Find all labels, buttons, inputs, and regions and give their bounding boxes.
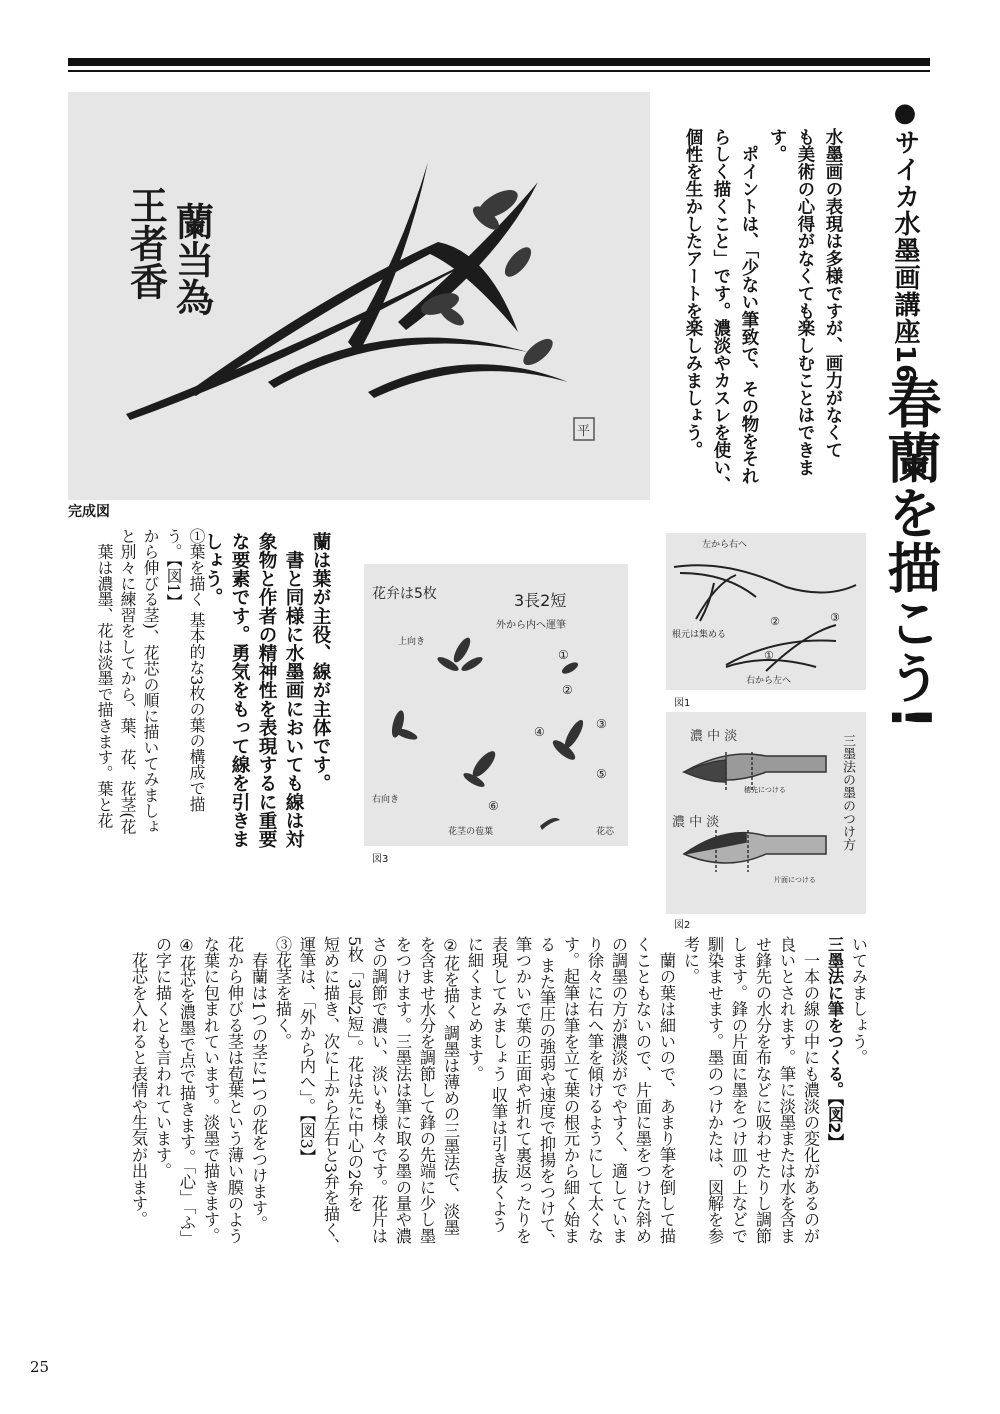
fig2-side-title: 三墨法の墨のつけ方 <box>840 734 855 851</box>
fig2-brush-bottom <box>684 830 826 872</box>
intro-text: 水墨画の表現は多様ですが、画力がなくて も美術の心得がなくても楽しむことはできま す。 ポイントは、「少ない筆致で、その物をそれ らしく描くこと」です。濃淡やカスレを使い、 個性を生かしたアートを楽しみましょう。 <box>682 128 842 494</box>
fig1-label-rl: 右から左へ <box>746 676 792 686</box>
figure-3 <box>364 564 628 846</box>
header-rule-thin <box>68 70 930 72</box>
fig3-n6: ⑥ <box>488 799 499 813</box>
calligraphy-left: 王者香 <box>123 186 169 300</box>
body-b-main: 一本の線の中にも濃淡の変化があるのが 良いとされます。筆に淡墨または水を含ま せ鋒先の水分を布などに吸わせたりし調節 します。鋒の片面に墨をつけ皿の上などで 馴染ませます。墨のつけかたは、図解を参 考に。 蘭の葉は細いので、あまり筆を倒して描 くこともないので、片面に墨をつけた斜め の調墨の方が濃淡がでやすく、適していま り徐々に右へ筆を傾けるようにして太くな す。起筆は筆を立て葉の根元から細く始ま る また筆圧の強弱や速度で抑揚をつけて、 筆つかいで葉の正面や折れて裏返ったりを 表現してみましょう 収筆は引き抜くよう に細くまとめます。 ②花を描く 調墨は薄めの三墨法で、淡墨 を含ませ水分を調節して鋒の先端に少し墨 をつけます。三墨法は筆に取る墨の量や濃 さの調節で濃い、淡いも様々です。花片は 5枚「3長2短」。花は先に中心の2弁を 短めに描き、次に上から左右と3弁を描く、 運筆は、「外から内へ」。【図3】 ③花茎を描く。 春蘭は1つの茎に1つの花をつけます。 花から伸びる茎は苞葉という薄い膜のよう な葉に包まれています。淡墨で描きます。 ④花芯を濃墨で点で描きます。「心」「ふ」 の字に描くとも言われています。 花芯を入れると表情や生気が出ます。 <box>129 936 820 1255</box>
artwork-caption: 完成図 <box>68 504 110 520</box>
orchid-painting <box>68 92 650 500</box>
body-column-a: ①葉を描く 基本的な3枚の葉の構成で描 う。【図1】 から伸びる茎)、花芯の順に描いてみましょ と別々に練習をしてから、葉、花、花茎(花 葉は濃墨、花は淡墨で描きます。葉と花 <box>95 528 206 835</box>
fig3-label-pistil: 花芯 <box>596 827 615 837</box>
body-b-intro: いてみましょう。 <box>849 936 868 1066</box>
fig3-n2: ② <box>562 683 573 697</box>
series-title: ●サイカ水墨画講座16 <box>890 98 920 384</box>
fig3-caption: 図3 <box>372 854 389 865</box>
fig1-caption: 図1 <box>674 698 691 709</box>
fig1-label-lr: 左から右へ <box>702 540 748 550</box>
fig3-label-right: 右向き <box>372 795 400 805</box>
body-column-b <box>40 936 870 1328</box>
calligraphy-right: 蘭当為 <box>169 202 215 316</box>
completed-artwork <box>68 92 650 500</box>
fig2-tones-bottom: 濃 中 淡 <box>672 815 720 830</box>
figure-1 <box>666 533 866 690</box>
fig3-n4: ④ <box>534 725 545 739</box>
figure-2 <box>666 712 866 914</box>
page-number: 25 <box>30 1358 50 1376</box>
fig1-n2: ② <box>770 615 780 628</box>
fig1-n3: ③ <box>830 611 840 624</box>
fig2-note-side: 片面につける <box>774 876 816 884</box>
fig2-note-tip: 穂先につける <box>744 786 786 794</box>
figure-3-drawing <box>364 564 628 846</box>
fig2-tones-top: 濃 中 淡 <box>690 729 738 744</box>
fig3-n1: ① <box>558 648 569 662</box>
page-title: 春蘭を描こう! <box>879 375 942 731</box>
lead-text: 蘭は葉が主役、線が主体です。 書と同様に水墨画においても線は対 象物と作者の精神性を表現するに重要 な要素です。勇気をもって線を引きま しょう。 <box>202 532 331 849</box>
fig3-n3: ③ <box>596 717 607 731</box>
fig3-stroke-note: 外から内へ運筆 <box>496 620 566 631</box>
fig3-n5: ⑤ <box>596 767 607 781</box>
fig2-caption: 図2 <box>674 920 691 931</box>
figure-1-drawing <box>666 533 866 690</box>
fig3-title: 花弁は5枚 <box>372 586 437 602</box>
header-rule-thick <box>68 58 930 66</box>
fig3-subtitle: 3長2短 <box>514 591 567 610</box>
fig3-label-up: 上向き <box>398 637 426 647</box>
fig3-label-bract: 花茎の苞葉 <box>448 827 494 837</box>
fig1-n1: ① <box>764 649 774 662</box>
seal-text: 平 <box>577 424 591 439</box>
figure-2-drawing <box>666 712 866 914</box>
body-b-heading: 三墨法に筆をつくる。【図2】 <box>825 936 844 1150</box>
fig1-label-root: 根元は集める <box>672 630 727 640</box>
